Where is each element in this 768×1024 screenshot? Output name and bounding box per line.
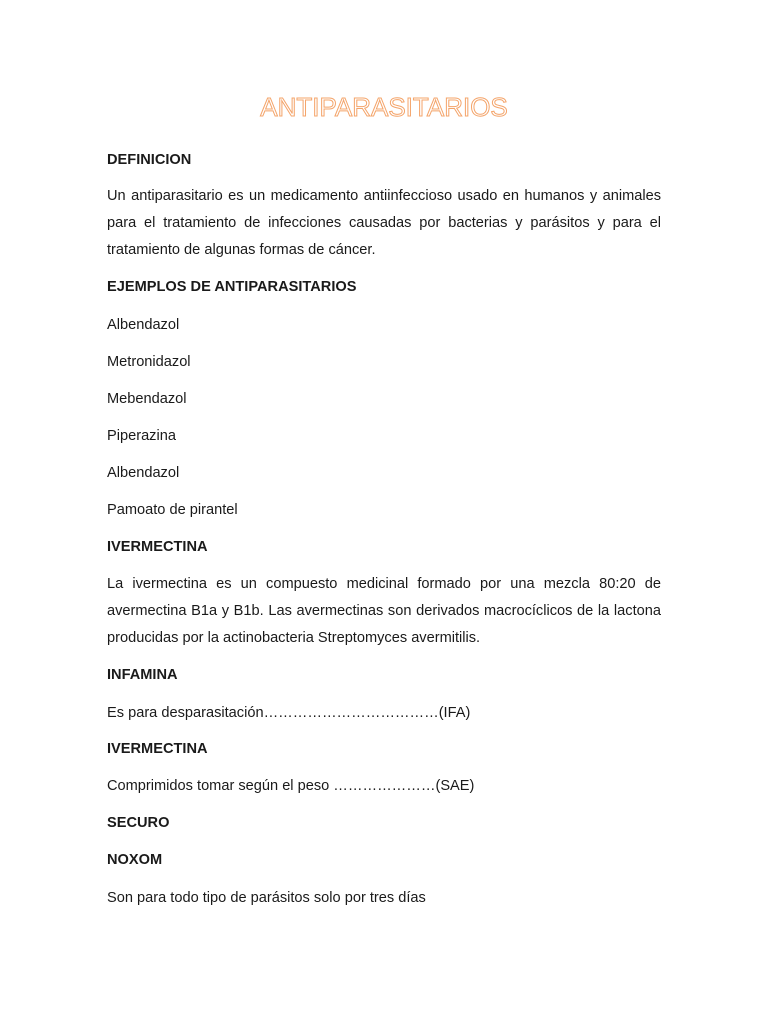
- securo-heading: SECURO: [107, 815, 170, 831]
- ejemplos-heading: EJEMPLOS DE ANTIPARASITARIOS: [107, 279, 357, 295]
- infamina-text: Es para desparasitación………………………………(IFA): [107, 705, 471, 721]
- ejemplo-item: Albendazol: [107, 465, 180, 481]
- ejemplo-item: Piperazina: [107, 428, 176, 444]
- ejemplo-item: Albendazol: [107, 317, 180, 333]
- definicion-heading: DEFINICION: [107, 152, 192, 168]
- ejemplo-item: Metronidazol: [107, 354, 191, 370]
- document-title: ANTIPARASITARIOS: [260, 92, 508, 122]
- ejemplo-item: Mebendazol: [107, 391, 187, 407]
- noxom-text: Son para todo tipo de parásitos solo por tres días: [107, 890, 426, 906]
- ivermectina-heading: IVERMECTINA: [107, 539, 208, 555]
- definicion-paragraph: Un antiparasitario es un medicamento antiinfeccioso usado en humanos y animales para el tratamiento de infecciones causadas por bacterias y parásitos y para el tratamiento de algunas formas de cáncer.: [107, 188, 661, 258]
- ivermectina-second-heading: IVERMECTINA: [107, 741, 208, 757]
- ivermectina-second-text: Comprimidos tomar según el peso …………………(SAE): [107, 778, 475, 794]
- noxom-heading: NOXOM: [107, 852, 163, 868]
- ejemplo-item: Pamoato de pirantel: [107, 502, 238, 518]
- ivermectina-paragraph: La ivermectina es un compuesto medicinal formado por una mezcla 80:20 de avermectina B1a y B1b. Las avermectinas son derivados macrocíclicos de la lactona producidas por la actinobacteria Streptomyces avermitilis.: [107, 576, 661, 646]
- infamina-heading: INFAMINA: [107, 667, 178, 683]
